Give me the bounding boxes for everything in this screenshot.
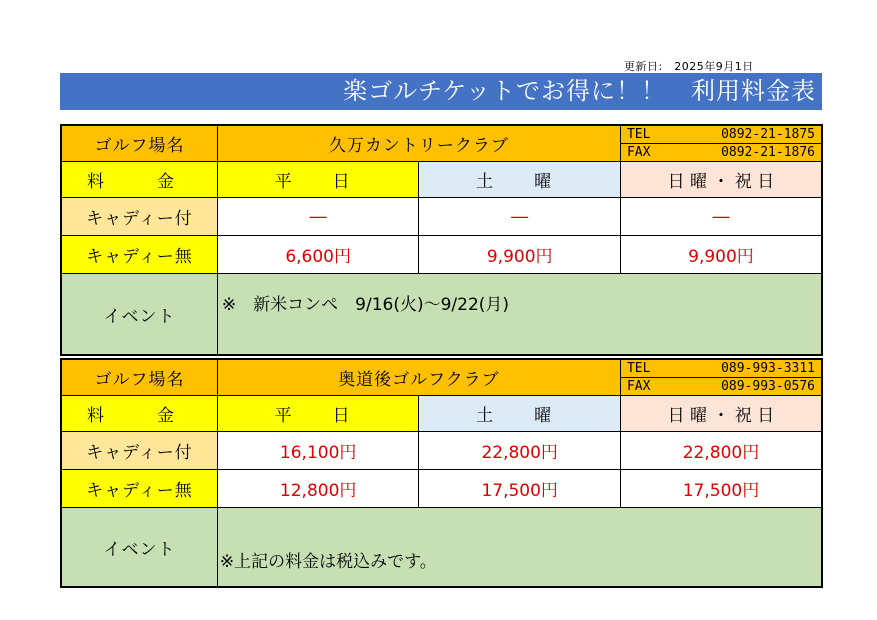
without-caddie-saturday: 9,900円 xyxy=(419,236,621,274)
contact-cell xyxy=(620,125,822,162)
with-caddie-holiday: ― xyxy=(620,198,822,236)
course-name-label: ゴルフ場名 xyxy=(61,359,217,396)
tel-label: TEL xyxy=(626,361,651,376)
with-caddie-holiday: 22,800円 xyxy=(620,432,822,470)
without-caddie-holiday: 9,900円 xyxy=(620,236,822,274)
with-caddie-saturday: 22,800円 xyxy=(419,432,621,470)
without-caddie-weekday: 6,600円 xyxy=(217,236,419,274)
with-caddie-weekday: 16,100円 xyxy=(217,432,419,470)
price-label: 料 金 xyxy=(61,396,217,432)
with-caddie-weekday: ― xyxy=(217,198,419,236)
without-caddie-label: キャディー無 xyxy=(61,236,217,274)
event-text: ※ 新米コンペ 9/16(火)～9/22(月) xyxy=(217,274,822,356)
tel-label: TEL xyxy=(626,127,651,142)
fax-number: 089-993-0576 xyxy=(721,379,815,394)
updated-date: 更新日: 2025年9月1日 xyxy=(624,60,754,73)
price-label: 料 金 xyxy=(61,162,217,198)
fax-label: FAX xyxy=(626,145,651,160)
holiday-header: 日 曜 ・ 祝 日 xyxy=(620,396,822,432)
without-caddie-label: キャディー無 xyxy=(61,470,217,508)
event-label: イベント xyxy=(61,508,217,588)
with-caddie-saturday: ― xyxy=(419,198,621,236)
with-caddie-label: キャディー付 xyxy=(61,432,217,470)
weekday-header: 平 日 xyxy=(217,396,419,432)
saturday-header: 土 曜 xyxy=(419,162,621,198)
course-name-label: ゴルフ場名 xyxy=(61,125,217,162)
fax-line xyxy=(621,143,821,161)
course-name: 奥道後ゴルフクラブ xyxy=(217,359,620,396)
tel-line xyxy=(621,126,821,143)
event-label: イベント xyxy=(61,274,217,356)
with-caddie-label: キャディー付 xyxy=(61,198,217,236)
event-text: ※上記の料金は税込みです。 xyxy=(217,508,822,588)
course-table-okudogo xyxy=(60,358,823,588)
course-table-kuma xyxy=(60,124,823,356)
fax-line xyxy=(621,377,821,395)
fax-number: 0892-21-1876 xyxy=(721,145,815,160)
without-caddie-holiday: 17,500円 xyxy=(620,470,822,508)
contact-cell xyxy=(620,359,822,396)
course-name: 久万カントリークラブ xyxy=(217,125,620,162)
tel-number: 089-993-3311 xyxy=(721,361,815,376)
holiday-header: 日 曜 ・ 祝 日 xyxy=(620,162,822,198)
saturday-header: 土 曜 xyxy=(419,396,621,432)
weekday-header: 平 日 xyxy=(217,162,419,198)
fax-label: FAX xyxy=(626,379,651,394)
tel-line xyxy=(621,360,821,377)
page-title-banner: 楽ゴルチケットでお得に！！ 利用料金表 xyxy=(60,73,822,110)
without-caddie-saturday: 17,500円 xyxy=(419,470,621,508)
without-caddie-weekday: 12,800円 xyxy=(217,470,419,508)
tel-number: 0892-21-1875 xyxy=(721,127,815,142)
